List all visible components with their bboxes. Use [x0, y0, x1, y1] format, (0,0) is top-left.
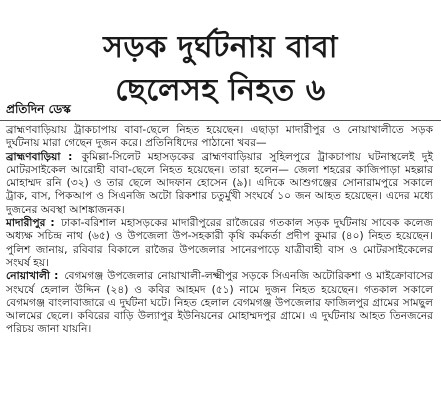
byline: প্রতিদিন ডেস্ক — [6, 102, 71, 116]
section-brahmanbaria — [6, 151, 433, 217]
section-place: নোয়াখালী : — [6, 270, 59, 283]
section-text: ঢাকা-বরিশাল মহাসড়কের মাদারীপুরের রাজৈরের গতকাল সড়ক দুর্ঘটনায় সাবেক কলেজ অধ্যক্ষ সচিন্দ্র নাথ (৬৫) ও উপজেলা উপ-সহকারী কৃষি কর্মকর্তা প্রদীপ কুমার (৪০) নিহত হয়েছেন। পুলিশ জানায়, রবিবার বিকালে রাজৈর উপজেলার সানেরপাড়ে যাত্রীবাহী বাস ও মোটরসাইকেলের সংঘর্ষ হয়। — [6, 217, 433, 269]
byline-divider — [0, 120, 441, 121]
headline-line-2: ছেলেসহ নিহত ৬ — [115, 73, 326, 109]
article-body — [6, 124, 433, 337]
section-text: বেগমগঞ্জ উপজেলার নোয়াখালী-লক্ষ্মীপুর সড়কে সিএনজি অটোরিকশা ও মাইক্রোবাসের সংঘর্ষে হেলাল উদ্দিন (২৪) ও কবির আহমদ (৫১) নামে দুজন নিহত হয়েছেন। গতকাল সকালে বেগমগঞ্জ বাংলাবাজারে এ দুর্ঘটনা ঘটে। নিহত হেলাল বেগমগঞ্জ উপজেলার ফাজিলপুর গ্রামের সামছুল আলমের ছেলে। কবিরের বাড়ি উল্যাপুর ইউনিয়নের মোহাম্মদপুর গ্রামে। এ দুর্ঘটনায় আহত তিনজনের পরিচয় জানা যায়নি। — [6, 270, 433, 336]
section-text: কুমিল্লা-সিলেট মহাসড়কের ব্রাহ্মণবাড়িয়ার সুহিলপুরে ট্রাকচাপায় ঘটনাস্থলেই দুই মোটরসাইকেল আরোহী বাবা-ছেলে নিহত হয়েছেন। তারা হলেন— জেলা শহরের কাজিপাড়া মহল্লার মোহাম্মদ রনি (৩২) ও তার ছেলে আদফান হোসেন (৯)। এদিকে আশুগঞ্জের সোনারামপুরে সকালে ট্রাক, বাস, পিকআপ ও সিএনজি অটো রিকশার চতুর্মুখী সংঘর্ষে ১০ জন আহত হয়েছেন। এদের মধ্যে দুজনের অবস্থা আশঙ্কাজনক। — [6, 150, 433, 216]
section-place: ব্রাহ্মণবাড়িয়া : — [6, 150, 73, 163]
headline-line-1: সড়ক দুর্ঘটনায় বাবা — [103, 30, 338, 66]
section-noakhali — [6, 270, 433, 336]
intro-paragraph: ব্রাহ্মণবাড়িয়ায় ট্রাকচাপায় বাবা-ছেলে নিহত হয়েছেন। এছাড়া মাদারীপুর ও নোয়াখালীতে সড়ক দুর্ঘটনায় মারা গেছেন দুজন করে। প্রতিনিধিদের পাঠানো খবর— — [6, 124, 433, 150]
headline — [0, 26, 441, 112]
section-place: মাদারীপুর : — [6, 217, 55, 230]
section-madaripur — [6, 217, 433, 270]
